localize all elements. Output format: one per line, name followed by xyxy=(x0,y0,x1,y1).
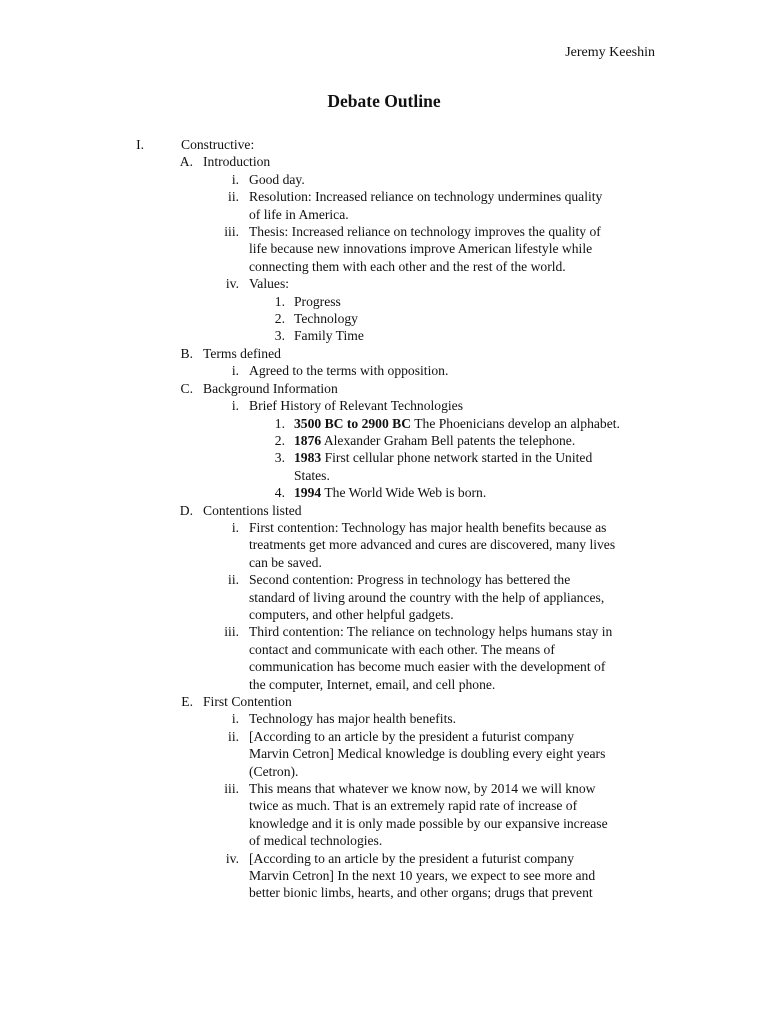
outline-marker: 2. xyxy=(274,432,285,448)
outline-text: This means that whatever we know now, by 2014 we will know xyxy=(249,781,596,797)
outline-text: treatments get more advanced and cures are discovered, many lives xyxy=(249,537,616,553)
outline-marker: i. xyxy=(231,398,239,414)
outline-text: Resolution: Increased reliance on technology undermines quality xyxy=(249,189,603,205)
outline-text: [According to an article by the president a futurist company xyxy=(249,850,575,866)
outline-item xyxy=(0,397,768,414)
outline-item xyxy=(0,728,768,745)
outline-text: Second contention: Progress in technology has bettered the xyxy=(249,572,571,588)
outline-marker: ii. xyxy=(228,189,239,205)
outline-text: knowledge and it is only made possible by our expansive increase xyxy=(249,815,608,831)
outline-text: Technology has major health benefits. xyxy=(249,711,457,727)
outline-marker: iii. xyxy=(224,224,239,240)
outline-date: 1983 xyxy=(294,450,322,466)
outline-item xyxy=(0,432,768,449)
outline-item xyxy=(0,484,768,501)
outline-marker: 4. xyxy=(274,485,285,501)
outline-item xyxy=(0,293,768,310)
outline-item xyxy=(0,780,768,797)
outline-item xyxy=(0,345,768,362)
outline-item xyxy=(0,850,768,867)
outline-text: computers, and other helpful gadgets. xyxy=(249,606,454,622)
outline-marker: i. xyxy=(231,363,239,379)
outline-text: can be saved. xyxy=(249,554,322,570)
outline-item xyxy=(0,623,768,640)
outline-text: Brief History of Relevant Technologies xyxy=(249,398,463,414)
outline-text: Family Time xyxy=(294,328,364,344)
outline-text: First Contention xyxy=(203,694,292,709)
outline-item-continuation xyxy=(0,676,768,693)
outline-marker: E. xyxy=(181,694,193,709)
outline-text: First contention: Technology has major health benefits because as xyxy=(249,519,607,535)
outline-item-continuation xyxy=(0,867,768,884)
outline-item xyxy=(0,415,768,432)
outline-item xyxy=(0,171,768,188)
outline-marker: 1. xyxy=(274,415,285,431)
outline-text: Agreed to the terms with opposition. xyxy=(249,363,449,379)
outline-marker: iii. xyxy=(224,781,239,797)
outline-text: communication has become much easier with the development of xyxy=(249,659,606,675)
outline-item xyxy=(0,188,768,205)
outline-text: [According to an article by the president a futurist company xyxy=(249,728,575,744)
outline-item xyxy=(0,153,768,170)
outline-item xyxy=(0,223,768,240)
outline-date: 1994 xyxy=(294,485,322,501)
outline-item xyxy=(0,449,768,466)
outline-marker: 3. xyxy=(274,328,285,344)
outline-item-continuation xyxy=(0,832,768,849)
outline-item-continuation xyxy=(0,797,768,814)
outline-item xyxy=(0,275,768,292)
outline-text: Introduction xyxy=(203,154,271,170)
outline-marker: 2. xyxy=(274,311,285,327)
outline-item xyxy=(0,571,768,588)
outline-list xyxy=(0,136,768,902)
outline-marker: iv. xyxy=(225,276,239,292)
outline-item-continuation xyxy=(0,206,768,223)
outline-text: The Phoenicians develop an alphabet. xyxy=(411,415,620,431)
outline-item-continuation xyxy=(0,641,768,658)
outline-text: Terms defined xyxy=(203,345,281,361)
outline-item xyxy=(0,519,768,536)
outline-item-continuation xyxy=(0,658,768,675)
outline-text: twice as much. That is an extremely rapid rate of increase of xyxy=(249,798,578,814)
outline-item xyxy=(0,502,768,519)
outline-marker: B. xyxy=(180,345,193,361)
outline-text: First cellular phone network started in the United xyxy=(321,450,593,466)
outline-marker: i. xyxy=(231,171,239,187)
document-title: Debate Outline xyxy=(327,91,441,111)
outline-text: Good day. xyxy=(249,171,305,187)
outline-text: life because new innovations improve American lifestyle while xyxy=(249,241,593,257)
outline-item xyxy=(0,136,768,153)
outline-item xyxy=(0,310,768,327)
outline-marker: i. xyxy=(231,519,239,535)
outline-item xyxy=(0,362,768,379)
outline-marker: i. xyxy=(231,711,239,727)
outline-marker: 1. xyxy=(274,293,285,309)
outline-marker: D. xyxy=(179,502,193,518)
outline-item-continuation xyxy=(0,258,768,275)
outline-text: Third contention: The reliance on technology helps humans stay in xyxy=(249,624,613,640)
outline-text: States. xyxy=(294,467,330,483)
outline-text: contact and communicate with each other. The means of xyxy=(249,641,555,657)
outline-item-continuation xyxy=(0,554,768,571)
outline-item-continuation xyxy=(0,884,768,901)
outline-item-continuation xyxy=(0,815,768,832)
outline-text: Constructive: xyxy=(181,137,255,152)
outline-item xyxy=(0,710,768,727)
outline-marker: iv. xyxy=(225,850,239,866)
outline-item xyxy=(0,327,768,344)
outline-marker: iii. xyxy=(224,624,239,640)
outline-text: Background Information xyxy=(203,380,338,396)
outline-text: standard of living around the country with the help of appliances, xyxy=(249,589,605,605)
outline-text: connecting them with each other and the rest of the world. xyxy=(249,258,566,274)
outline-text: Contentions listed xyxy=(203,502,302,518)
outline-text: Alexander Graham Bell patents the telephone. xyxy=(321,432,576,448)
author-name: Jeremy Keeshin xyxy=(565,45,655,60)
outline-date: 3500 BC to 2900 BC xyxy=(294,415,412,431)
outline-date: 1876 xyxy=(294,432,322,448)
outline-item xyxy=(0,693,768,710)
outline-text: better bionic limbs, hearts, and other organs; drugs that prevent xyxy=(249,885,593,901)
outline-text: Marvin Cetron] In the next 10 years, we expect to see more and xyxy=(249,868,596,884)
outline-item-continuation xyxy=(0,536,768,553)
outline-item xyxy=(0,380,768,397)
outline-text: Values: xyxy=(249,276,290,292)
outline-marker: ii. xyxy=(228,728,239,744)
outline-item-continuation xyxy=(0,240,768,257)
outline-text: Progress xyxy=(294,293,341,309)
outline-item-continuation xyxy=(0,467,768,484)
outline-marker: 3. xyxy=(274,450,285,466)
outline-marker: I. xyxy=(136,137,144,152)
outline-item-continuation xyxy=(0,763,768,780)
outline-item-continuation xyxy=(0,745,768,762)
outline-marker: ii. xyxy=(228,572,239,588)
outline-item-continuation xyxy=(0,589,768,606)
outline-marker: A. xyxy=(179,154,193,170)
outline-marker: C. xyxy=(180,380,193,396)
outline-text: Marvin Cetron] Medical knowledge is doubling every eight years xyxy=(249,746,606,762)
outline-text: Thesis: Increased reliance on technology improves the quality of xyxy=(249,224,601,240)
outline-text: Technology xyxy=(294,311,358,327)
outline-text: of medical technologies. xyxy=(249,833,383,849)
outline-text: (Cetron). xyxy=(249,763,299,779)
outline-text: the computer, Internet, email, and cell phone. xyxy=(249,676,496,692)
outline-text: The World Wide Web is born. xyxy=(321,485,487,501)
outline-item-continuation xyxy=(0,606,768,623)
outline-text: of life in America. xyxy=(249,206,349,222)
